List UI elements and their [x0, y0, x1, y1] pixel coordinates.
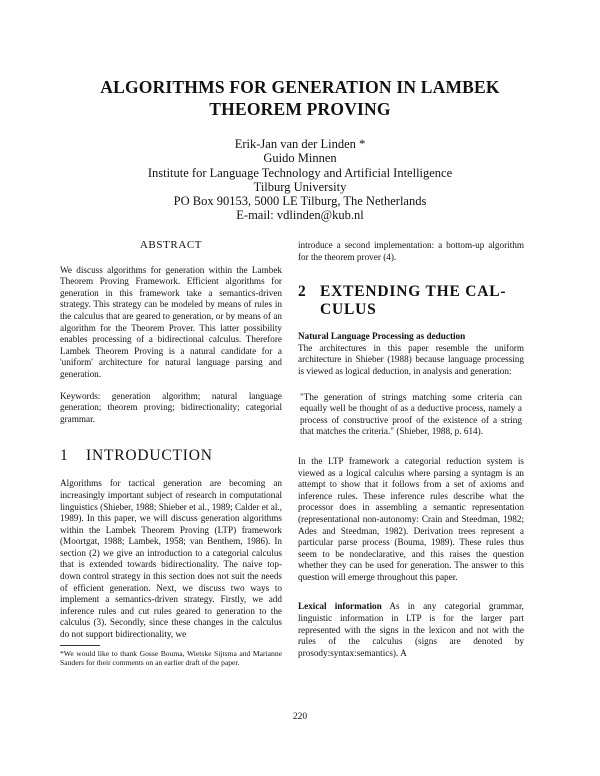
subsection-heading-nlp: Natural Language Processing as deduction: [298, 331, 466, 342]
section-heading-introduction: [60, 447, 282, 465]
author-name-1: Erik-Jan van der Linden *: [234, 137, 366, 151]
author-university: Tilburg University: [253, 179, 347, 194]
shieber-quote: "The generation of strings matching some criteria can equally well be thought of as a deductive process, namely a process of constructive proof of the existence of a string that matches the criteria." (Shieber, 1988, p. 614).: [300, 391, 522, 437]
section-title: INTRODUCTION: [86, 447, 213, 465]
intro-continuation: introduce a second implementation: a bottom-up algorithm for the theorem prover (4).: [298, 240, 524, 262]
section-title-line-2: CULUS: [320, 301, 377, 319]
footnote: *We would like to thank Gosse Bouma, Wietske Sijtsma and Marianne Sanders for their comments on an earlier draft of the paper.: [60, 648, 282, 667]
author-email: E-mail: vdlinden@kub.nl: [236, 208, 364, 223]
abstract-text: We discuss algorithms for generation within the Lambek Theorem Proving Framework. Efficient algorithms for generation in this framework take a semantics-driven strategy. This strategy can be modeled by means of rules in the calculus that are geared to generation, or by means of an algorithm for the Theorem Prover. This latter possibility enables processing of a bidirectional calculus. Therefore Lambek Theorem Proving is a natural candidate for a 'uniform' architecture for natural language parsing and generation.: [60, 264, 282, 379]
section-number: 2: [298, 283, 307, 301]
footnote-rule: [60, 645, 100, 646]
keywords: Keywords: generation algorithm; natural language generation; theorem proving; bidirectionality; categorial grammar.: [60, 390, 282, 424]
abstract-heading: ABSTRACT: [139, 239, 203, 251]
lexical-text: As in any categorial grammar, linguistic information in LTP is for the larger part represented with the signs in the lexicon and not with the rules of the calculus (signs are denoted by prosody:syntax:semantics). A: [298, 601, 524, 658]
section-heading-extending: [298, 283, 524, 319]
author-address: PO Box 90153, 5000 LE Tilburg, The Netherlands: [173, 194, 427, 209]
nlp-paragraph: The architectures in this paper resemble the uniform architecture in Shieber (1988) because language processing is viewed as logical deduction, in analysis and generation:: [298, 342, 524, 376]
section-number: 1: [60, 447, 69, 465]
subsection-heading-lexical: Lexical information: [298, 601, 382, 612]
title-line-1: ALGORITHMS FOR GENERATION IN LAMBEK: [100, 77, 500, 97]
title-line-2: THEOREM PROVING: [209, 99, 391, 119]
lexical-paragraph: [298, 601, 524, 659]
right-column: [298, 240, 524, 659]
intro-paragraph: Algorithms for tactical generation are becoming an increasingly important subject of research in computational linguistics (Shieber, 1988; Shieber et al., 1989; Calder et al., 1989). In this paper, we will discuss generation algorithms within the Lambek Theorem Proving (LTP) framework (Moortgat, 1988; Lambek, 1958; van Benthem, 1986). In section (2) we give an introduction to a categorial calculus that is extended towards bidirectionality. The naive top-down control strategy in this section does not suit the needs of efficient generation. Next, we discuss two ways to implement a semantics-driven strategy. Firstly, we add inference rules and cut rules geared to generation to the calculus (3). Secondly, since these changes in the calculus do not support bidirectionality, we: [60, 478, 282, 640]
page-number: 220: [292, 712, 308, 722]
left-column: [60, 240, 282, 667]
author-institute: Institute for Language Technology and Artificial Intelligence: [147, 165, 453, 180]
paper-title: [40, 76, 560, 120]
section-title-line-1: EXTENDING THE CAL-: [320, 283, 507, 301]
author-block: [40, 137, 560, 223]
author-name-2: Guido Minnen: [263, 151, 337, 166]
ltp-paragraph: In the LTP framework a categorial reduction system is viewed as a logical calculus where parsing a syntagm is an attempt to show that it follows from a set of axioms and inference rules. These inference rules describe what the processor does in assembling a semantic representation (representational non-autonomy: Crain and Steedman, 1982; Ades and Steedman, 1982). Derivation trees represent a particular parse process (Bouma, 1989). These rules thus seem to be nondeclarative, and this raises the question whether they can be used for generation. The answer to this question will emerge throughout this paper.: [298, 455, 524, 582]
